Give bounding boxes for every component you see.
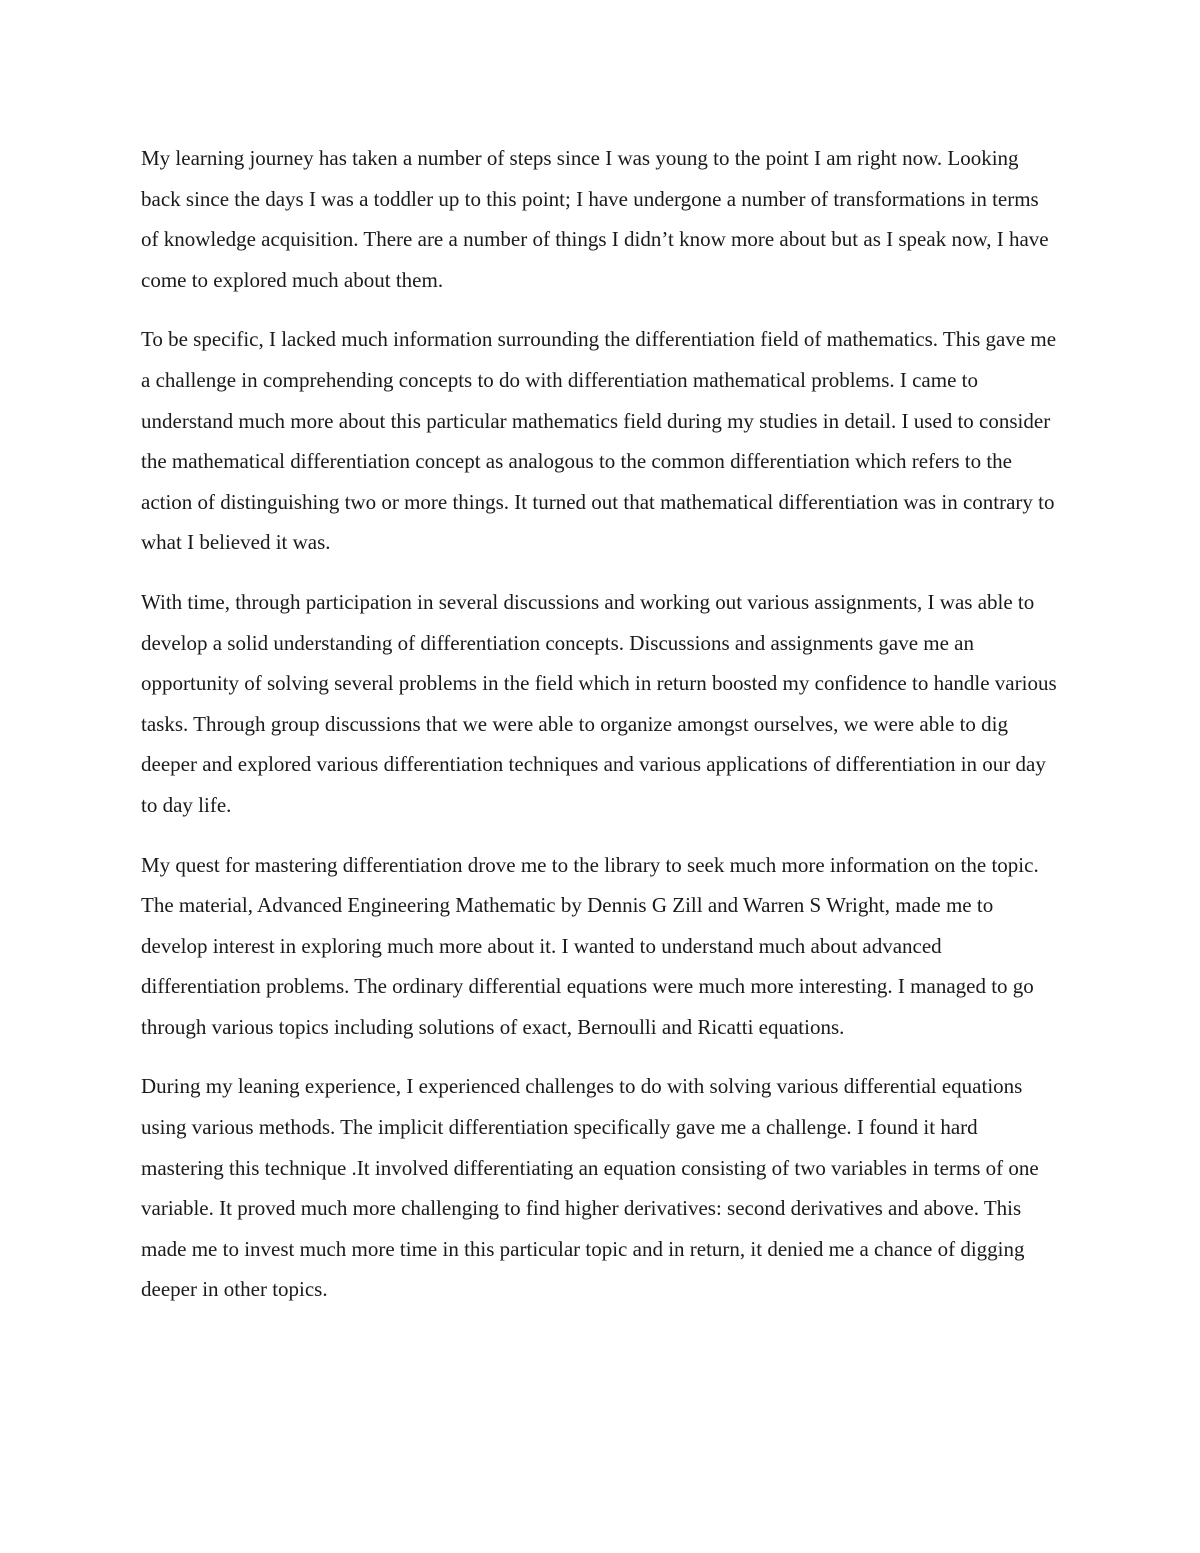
paragraph-5: During my leaning experience, I experienced challenges to do with solving various differential equations using various methods. The implicit differentiation specifically gave me a challenge. I found it hard mastering this technique .It involved differentiating an equation consisting of two variables in terms of one variable. It proved much more challenging to find higher derivatives: second derivatives and above. This made me to invest much more time in this particular topic and in return, it denied me a chance of digging deeper in other topics. [141, 1074, 1039, 1302]
paragraph-3: With time, through participation in several discussions and working out various assignments, I was able to develop a solid understanding of differentiation concepts. Discussions and assignments gave me an opportunity of solving several problems in the field which in return boosted my confidence to handle various tasks. Through group discussions that we were able to organize amongst ourselves, we were able to dig deeper and explored various differentiation techniques and various applications of differentiation in our day to day life. [141, 589, 1057, 817]
paragraph-1: My learning journey has taken a number of steps since I was young to the point I am right now. Looking back since the days I was a toddler up to this point; I have undergone a number of transformations in terms of knowledge acquisition. There are a number of things I didn’t know more about but as I speak now, I have come to explored much about them. [141, 146, 1049, 292]
document-body [141, 138, 1059, 1329]
paragraph-4: My quest for mastering differentiation drove me to the library to seek much more information on the topic. The material, Advanced Engineering Mathematic by Dennis G Zill and Warren S Wright, made me to develop interest in exploring much more about it. I wanted to understand much about advanced differentiation problems. The ordinary differential equations were much more interesting. I managed to go through various topics including solutions of exact, Bernoulli and Ricatti equations. [141, 852, 1039, 1039]
paragraph-2: To be specific, I lacked much information surrounding the differentiation field of mathematics. This gave me a challenge in comprehending concepts to do with differentiation mathematical problems. I came to understand much more about this particular mathematics field during my studies in detail. I used to consider the mathematical differentiation concept as analogous to the common differentiation which refers to the action of distinguishing two or more things. It turned out that mathematical differentiation was in contrary to what I believed it was. [141, 327, 1057, 555]
